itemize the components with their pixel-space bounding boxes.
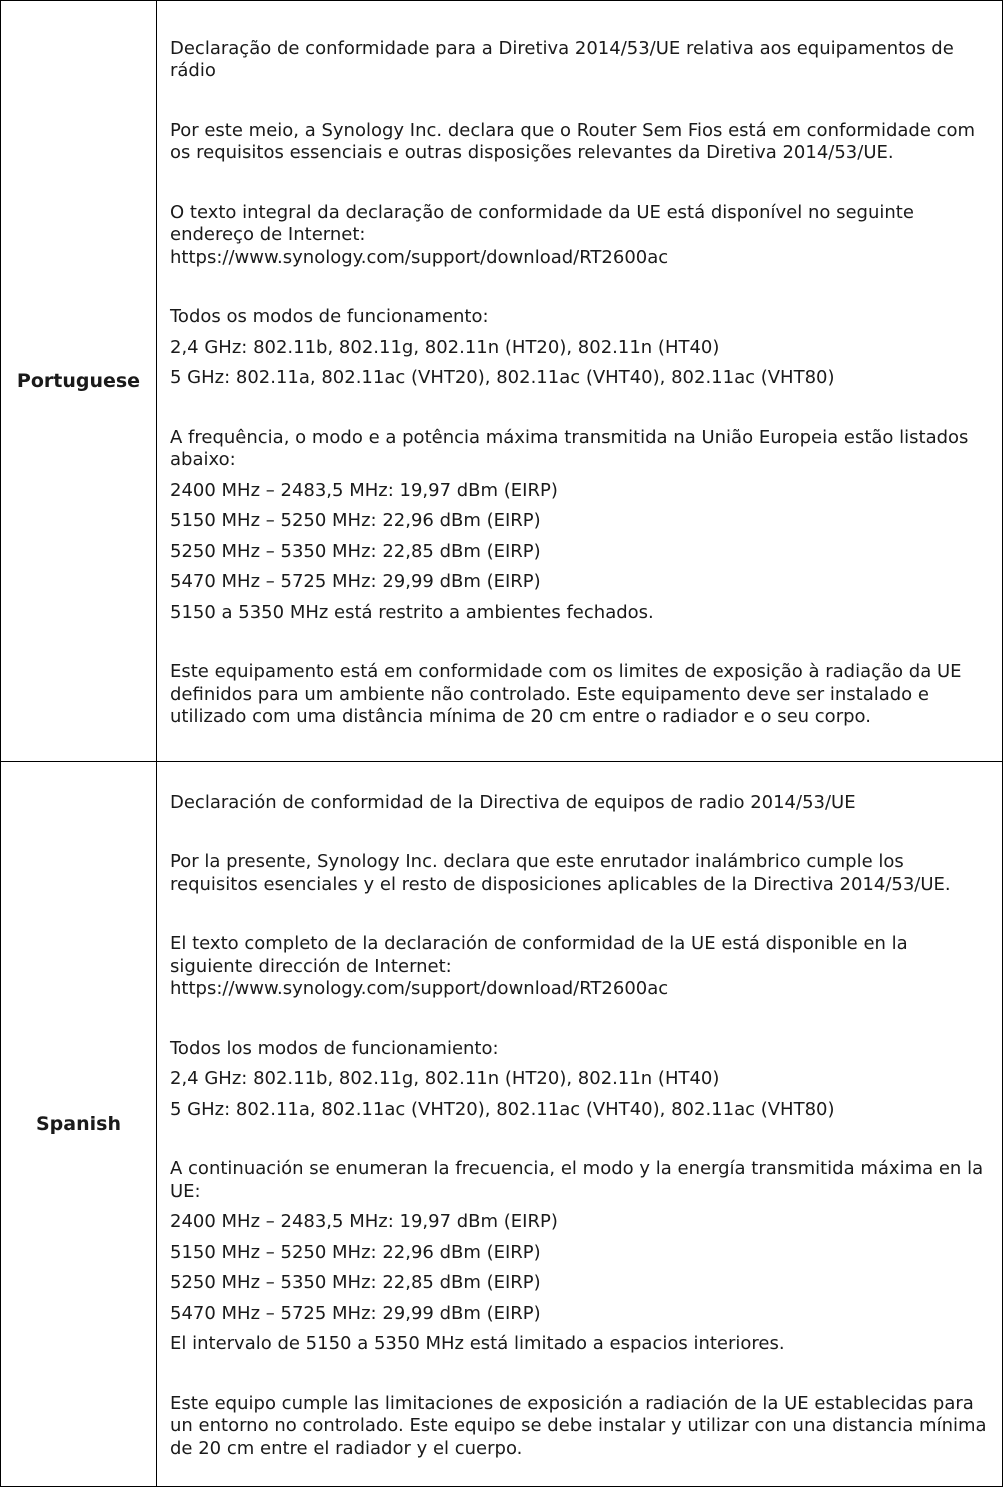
mode-5ghz: 5 GHz: 802.11a, 802.11ac (VHT20), 802.11ac (VHT40), 802.11ac (VHT80) bbox=[170, 367, 835, 388]
frequency-item: 5470 MHz – 5725 MHz: 29,99 dBm (EIRP) bbox=[170, 571, 541, 592]
full-text-note: El texto completo de la declaración de conformidad de la UE está disponible en la siguiente dirección de Internet: bbox=[170, 933, 908, 977]
declaration-content bbox=[157, 762, 1003, 1487]
exposure-statement: Este equipo cumple las limitaciones de exposición a radiación de la UE establecidas para un entorno no controlado. Este equipo se debe instalar y utilizar con una distancia mínima de 20 cm entre el radiador y el cuerpo. bbox=[170, 1392, 987, 1459]
declaration-statement: Por este meio, a Synology Inc. declara que o Router Sem Fios está em conformidade com os requisitos essenciais e outras disposições relevantes da Diretiva 2014/53/UE. bbox=[170, 119, 976, 163]
declaration-content bbox=[157, 1, 1003, 762]
mode-5ghz: 5 GHz: 802.11a, 802.11ac (VHT20), 802.11ac (VHT40), 802.11ac (VHT80) bbox=[170, 1098, 835, 1120]
mode-2-4ghz: 2,4 GHz: 802.11b, 802.11g, 802.11n (HT20), 802.11n (HT40) bbox=[170, 336, 720, 358]
spanish-row bbox=[1, 762, 1003, 1487]
exposure-statement: Este equipamento está em conformidade com os limites de exposição à radiação da UE definidos para um ambiente não controlado. Este equipamento deve ser instalado e utilizado com uma distância mínima de 20 cm entre o radiador e o seu corpo. bbox=[170, 661, 962, 727]
language-label: Spanish bbox=[1, 762, 157, 1487]
modes-heading: Todos los modos de funcionamiento: bbox=[170, 1037, 499, 1059]
download-url: https://www.synology.com/support/download/RT2600ac bbox=[170, 978, 669, 1000]
full-text-note: O texto integral da declaração de conformidade da UE está disponível no seguinte endereço de Internet: bbox=[170, 201, 914, 245]
indoor-restriction: 5150 a 5350 MHz está restrito a ambientes fechados. bbox=[170, 601, 654, 623]
modes-heading: Todos os modos de funcionamento: bbox=[170, 306, 489, 327]
portuguese-row bbox=[1, 1, 1003, 762]
download-url: https://www.synology.com/support/download/RT2600ac bbox=[170, 246, 669, 268]
frequency-item: 5250 MHz – 5350 MHz: 22,85 dBm (EIRP) bbox=[170, 540, 541, 562]
frequency-item: 2400 MHz – 2483,5 MHz: 19,97 dBm (EIRP) bbox=[170, 1211, 558, 1233]
indoor-restriction: El intervalo de 5150 a 5350 MHz está limitado a espacios interiores. bbox=[170, 1333, 785, 1355]
frequency-item: 5150 MHz – 5250 MHz: 22,96 dBm (EIRP) bbox=[170, 510, 541, 531]
frequency-item: 5470 MHz – 5725 MHz: 29,99 dBm (EIRP) bbox=[170, 1302, 541, 1324]
frequency-heading: A frequência, o modo e a potência máxima transmitida na União Europeia estão listados abaixo: bbox=[170, 426, 969, 470]
declaration-title: Declaración de conformidad de la Directiva de equipos de radio 2014/53/UE bbox=[170, 791, 856, 813]
mode-2-4ghz: 2,4 GHz: 802.11b, 802.11g, 802.11n (HT20), 802.11n (HT40) bbox=[170, 1068, 720, 1090]
frequency-item: 5250 MHz – 5350 MHz: 22,85 dBm (EIRP) bbox=[170, 1272, 541, 1294]
frequency-heading: A continuación se enumeran la frecuencia, el modo y la energía transmitida máxima en la UE: bbox=[170, 1158, 984, 1202]
frequency-item: 2400 MHz – 2483,5 MHz: 19,97 dBm (EIRP) bbox=[170, 479, 558, 501]
declaration-title: Declaração de conformidade para a Diretiva 2014/53/UE relativa aos equipamentos de rádio bbox=[170, 37, 954, 81]
declaration-statement: Por la presente, Synology Inc. declara que este enrutador inalámbrico cumple los requisitos esenciales y el resto de disposiciones aplicables de la Directiva 2014/53/UE. bbox=[170, 851, 951, 895]
frequency-item: 5150 MHz – 5250 MHz: 22,96 dBm (EIRP) bbox=[170, 1241, 541, 1263]
language-label: Portuguese bbox=[1, 1, 157, 762]
